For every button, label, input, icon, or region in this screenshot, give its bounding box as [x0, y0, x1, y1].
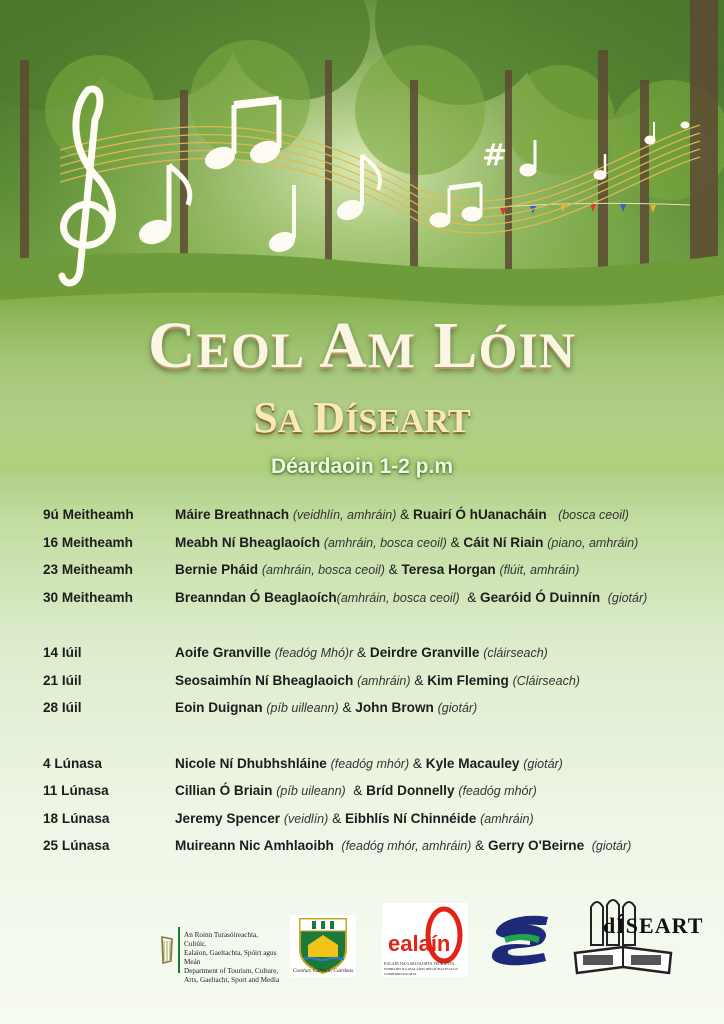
schedule-performers: Eoin Duignan (píb uilleann) & John Brown (giotár) — [175, 700, 478, 715]
performer-instruments: (Cláirseach) — [512, 673, 580, 688]
performance-schedule — [43, 507, 703, 866]
performer-name: Gerry O'Beirne — [488, 838, 585, 853]
performer-name: Kim Fleming — [427, 672, 509, 688]
performer-name: Bríd Donnelly — [366, 783, 455, 798]
performer-instruments: (bosca ceoil) — [558, 508, 629, 522]
schedule-date: 9ú Meitheamh — [43, 507, 134, 522]
kerry-county-council-logo: Comhar, Cabhair, Cairdeas — [290, 915, 356, 977]
schedule-date: 11 Lúnasa — [43, 783, 109, 798]
performer-name: John Brown — [355, 700, 434, 715]
schedule-date: 23 Meitheamh — [43, 562, 133, 577]
sponsor-logos — [0, 895, 724, 985]
event-subtitle: SA DÍSEART — [253, 393, 471, 442]
schedule-performers: Nicole Ní Dhubhshláine (feadóg mhór) & Kyle Macauley (giotár) — [175, 755, 563, 771]
event-day-time: Déardaoin 1-2 p.m — [270, 455, 454, 478]
schedule-performers: Meabh Ní Bheaglaoích (amhráin, bosca ceoil) & Cáit Ní Riain (piano, amhráin) — [175, 534, 639, 550]
schedule-performers: Bernie Pháid (amhráin, bosca ceoil) & Teresa Horgan (flúit, amhráin) — [175, 562, 580, 577]
schedule-row — [43, 700, 703, 728]
department-logo: An Roinn Turasóireachta, Cultúir, Ealaíon, Gaeltachta, Spóirt agus Meán Department of Tourism, Culture, Arts, Gaeltacht, Sport and Media — [160, 927, 280, 977]
performer-instruments: (giotár) — [437, 701, 478, 715]
diseart-logo: dÍSEART — [573, 895, 673, 977]
performer-instruments: (píb uileann) — [276, 784, 346, 798]
performer-instruments: (feadóg mhór, amhráin) — [341, 839, 472, 853]
performer-instruments: (amhráin) — [480, 811, 534, 826]
performer-instruments: (amhráin) — [357, 673, 411, 688]
performer-instruments: (cláirseach) — [483, 646, 548, 660]
performer-name: Jeremy Spencer — [175, 810, 281, 826]
schedule-row — [43, 811, 703, 839]
performer-name: Cillian Ó Briain — [175, 783, 273, 798]
performer-name: Teresa Horgan — [401, 562, 496, 577]
performer-instruments: (giotár) — [607, 590, 648, 605]
performer-instruments: (giotár) — [523, 756, 563, 771]
performer-name: Cáit Ní Riain — [463, 534, 544, 550]
schedule-performers: Cillian Ó Briain (píb uileann) & Bríd Donnelly (feadóg mhór) — [175, 783, 537, 798]
schedule-date: 21 Iúil — [43, 672, 82, 688]
performer-instruments: (amhráin, bosca ceoil) — [336, 590, 460, 605]
performer-instruments: (amhráin, bosca ceoil) — [261, 563, 385, 577]
performer-name: Eoin Duignan — [175, 700, 263, 715]
schedule-row — [43, 507, 703, 535]
event-title: CEOL AM LÓIN — [148, 309, 576, 382]
schedule-performers: Aoife Granville (feadóg Mhó)r & Deirdre Granville (cláirseach) — [175, 645, 548, 660]
performer-instruments: (veidlín) — [283, 811, 329, 826]
performer-instruments: (feadóg mhór) — [458, 784, 537, 798]
schedule-performers: Breanndan Ó Beaglaoích(amhráin, bosca ceoil) & Gearóid Ó Duinnín (giotár) — [175, 589, 648, 605]
schedule-performers: Jeremy Spencer (veidlín) & Eibhlís Ní Chinnéide (amhráin) — [175, 810, 534, 826]
performer-instruments: (feadóg Mhó)r — [274, 646, 354, 660]
performer-name: Meabh Ní Bheaglaoích — [175, 534, 321, 550]
performer-instruments: (veidhlín, amhráin) — [292, 508, 397, 522]
performer-instruments: (feadóg mhór) — [330, 756, 410, 771]
schedule-date: 16 Meitheamh — [43, 534, 133, 550]
performer-name: Aoife Granville — [175, 645, 271, 660]
schedule-date: 30 Meitheamh — [43, 589, 133, 605]
performer-instruments: (flúit, amhráin) — [499, 563, 580, 577]
performer-name: Ruairí Ó hUanacháin — [413, 507, 547, 522]
schedule-row — [43, 645, 703, 673]
schedule-date: 18 Lúnasa — [43, 810, 110, 826]
performer-name: Seosaimhín Ní Bheaglaoich — [175, 672, 354, 688]
performer-name: Breanndan Ó Beaglaoích — [175, 589, 337, 605]
schedule-date: 14 Iúil — [43, 645, 82, 660]
schedule-row — [43, 783, 703, 811]
performer-instruments: (amhráin, bosca ceoil) — [323, 535, 447, 550]
performer-name: Eibhlís Ní Chinnéide — [344, 810, 477, 826]
schedule-row — [43, 562, 703, 590]
performer-name: Muireann Nic Amhlaoibh — [175, 838, 334, 853]
schedule-row — [43, 535, 703, 563]
performer-name: Máire Breathnach — [175, 507, 290, 522]
harp-icon — [160, 935, 174, 965]
performer-name: Kyle Macauley — [425, 755, 520, 771]
schedule-row — [43, 590, 703, 618]
schedule-date: 25 Lúnasa — [43, 838, 110, 853]
performer-name: Deirdre Granville — [369, 645, 480, 660]
schedule-performers: Seosaimhín Ní Bheaglaoich (amhráin) & Kim Fleming (Cláirseach) — [175, 672, 580, 688]
schedule-date: 4 Lúnasa — [43, 755, 102, 771]
performer-name: Gearóid Ó Duinnín — [480, 589, 601, 605]
schedule-row — [43, 756, 703, 784]
performer-name: Nicole Ní Dhubhshláine — [175, 755, 327, 771]
performer-instruments: (píb uilleann) — [266, 701, 339, 715]
udaras-logo-icon — [486, 911, 554, 973]
schedule-date: 28 Iúil — [43, 700, 82, 715]
schedule-row — [43, 673, 703, 701]
schedule-row — [43, 838, 703, 866]
performer-instruments: (piano, amhráin) — [547, 535, 639, 550]
schedule-performers: Muireann Nic Amhlaoibh (feadóg mhór, amhráin) & Gerry O'Beirne (giotár) — [175, 838, 632, 853]
performer-instruments: (giotár) — [591, 839, 632, 853]
svg-text:#: # — [482, 138, 508, 173]
performer-name: Bernie Pháid — [175, 562, 259, 577]
ealain-logo: ealaín EALAÍN NA GAELTACHTA TEORANTA FORBAIRT NA nEALAÍON RÉIGIÚNACH AGUS COMHAIRLEACHTA — [382, 903, 468, 977]
schedule-performers: Máire Breathnach (veidhlín, amhráin) & Ruairí Ó hUanacháin (bosca ceoil) — [175, 507, 629, 522]
